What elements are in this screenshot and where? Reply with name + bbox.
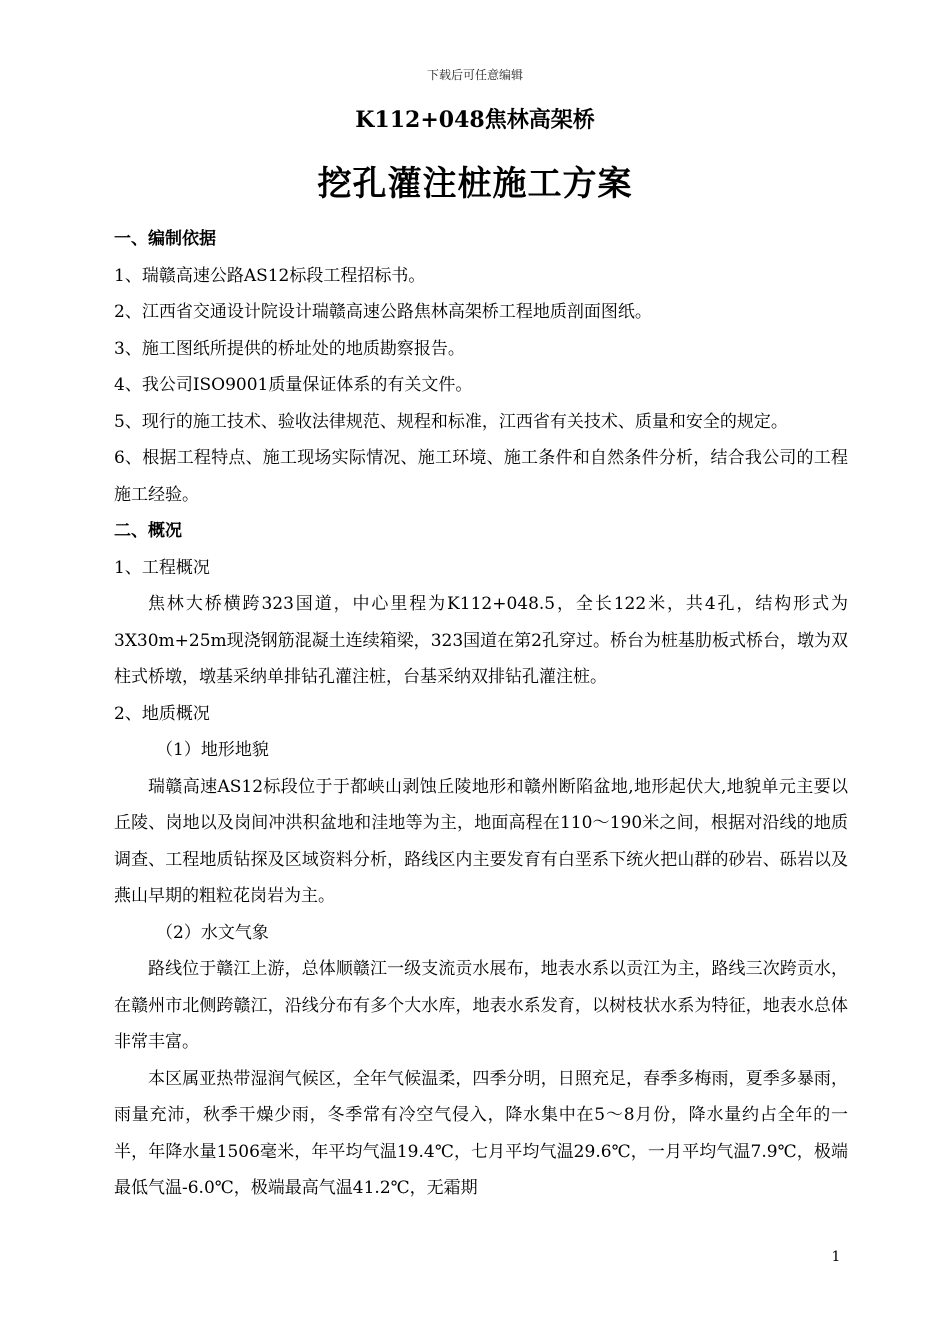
basis-item: 1、瑞赣高速公路AS12标段工程招标书。 — [114, 265, 426, 286]
project-title: K112+048焦林高架桥 — [355, 107, 595, 133]
subsubsection-heading: （1）地形地貌 — [156, 740, 269, 760]
paragraph: 瑞赣高速AS12标段位于于都峡山剥蚀丘陵地形和赣州断陷盆地,地形起伏大,地貌单元主要以丘陵、岗地以及岗间冲洪积盆地和洼地等为主，地面高程在110～190米之间，根据对沿线的地质调查、工程地质钻探及区域资料分析，路线区内主要发育有白垩系下统火把山群的砂岩、砾岩以及燕山早期的粗粒花岗岩为主。 — [114, 776, 848, 906]
paragraph: 本区属亚热带湿润气候区，全年气候温柔，四季分明，日照充足，春季多梅雨，夏季多暴雨，雨量充沛，秋季干燥少雨，冬季常有冷空气侵入，降水集中在5～8月份，降水量约占全年的一半，年降水量1506毫米，年平均气温19.4℃，七月平均气温29.6℃，一月平均气温7.9℃，极端最低气温-6.0℃，极端最高气温41.2℃，无霜期 — [114, 1068, 848, 1198]
section-heading: 一、编制依据 — [114, 229, 216, 249]
basis-item: 3、施工图纸所提供的桥址处的地质勘察报告。 — [114, 338, 465, 359]
basis-item: 4、我公司ISO9001质量保证体系的有关文件。 — [114, 375, 473, 395]
header-note: 下载后可任意编辑 — [426, 68, 523, 82]
subsection-heading: 2、地质概况 — [114, 703, 210, 724]
section-heading: 二、概况 — [114, 521, 182, 541]
paragraph: 路线位于赣江上游，总体顺赣江一级支流贡水展布，地表水系以贡江为主，路线三次跨贡水，在赣州市北侧跨赣江，沿线分布有多个大水库，地表水系发育，以树枝状水系为特征，地表水总体非常丰富。 — [114, 959, 848, 1052]
subsubsection-heading: （2）水文气象 — [156, 922, 269, 943]
page-number: 1 — [831, 1249, 841, 1265]
main-title: 挖孔灌注桩施工方案 — [317, 164, 633, 204]
basis-item: 5、现行的施工技术、验收法律规范、规程和标准，江西省有关技术、质量和安全的规定。 — [114, 411, 788, 432]
document-body — [114, 221, 848, 1207]
subsection-heading: 1、工程概况 — [114, 557, 210, 578]
paragraph: 焦林大桥横跨323国道，中心里程为K112+048.5，全长122米，共4孔，结构形式为3X30m+25m现浇钢筋混凝土连续箱梁，323国道在第2孔穿过。桥台为桩基肋板式桥台，墩为双柱式桥墩，墩基采纳单排钻孔灌注桩，台基采纳双排钻孔灌注桩。 — [114, 594, 848, 687]
basis-item: 6、根据工程特点、施工现场实际情况、施工环境、施工条件和自然条件分析，结合我公司的工程施工经验。 — [114, 448, 848, 505]
basis-item: 2、江西省交通设计院设计瑞赣高速公路焦林高架桥工程地质剖面图纸。 — [114, 302, 652, 322]
